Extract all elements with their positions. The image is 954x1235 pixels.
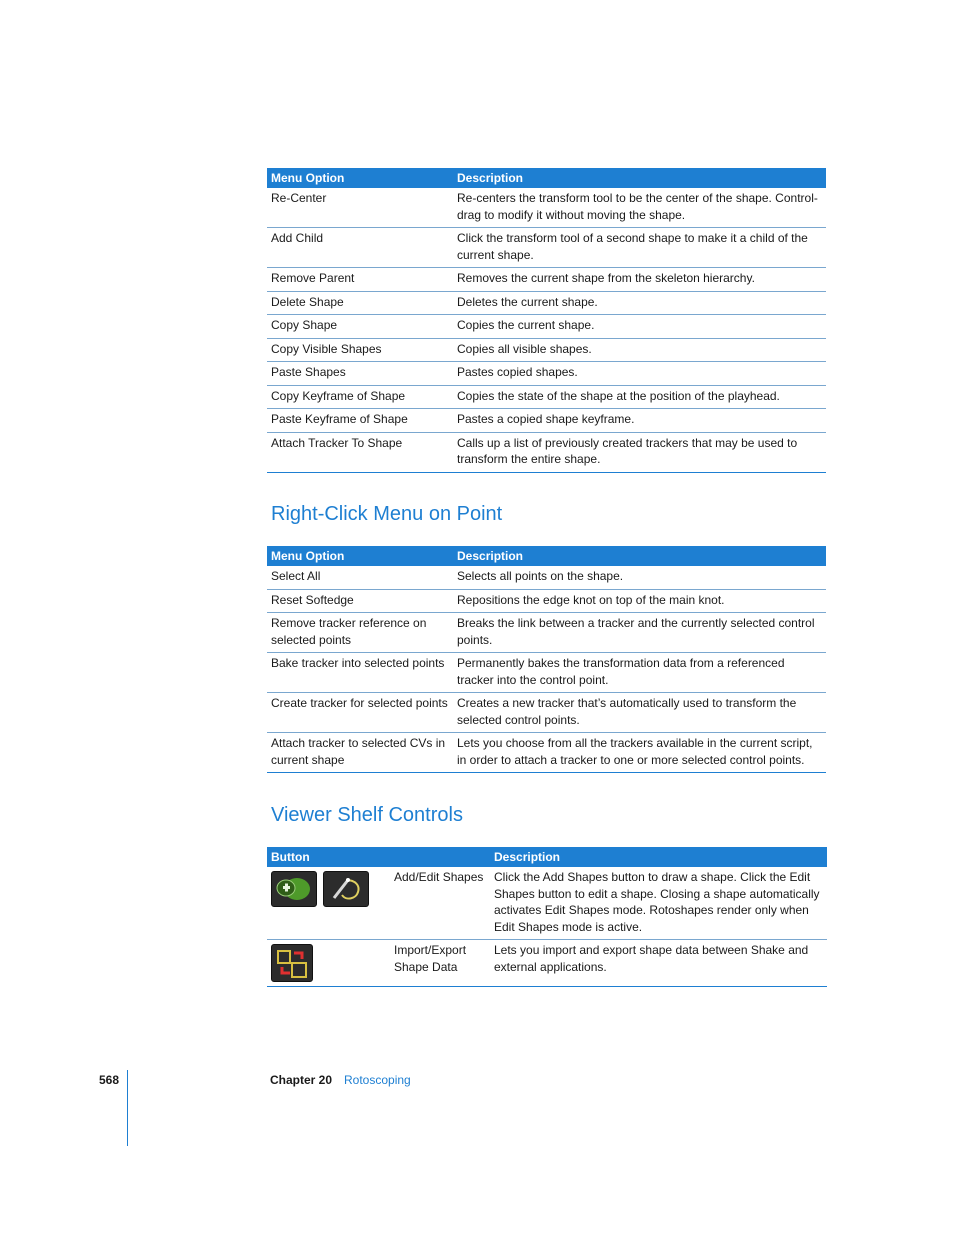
button-name-cell: Import/Export Shape Data	[390, 940, 490, 987]
footer-rule	[127, 1070, 128, 1146]
table-row	[267, 589, 826, 613]
table-row	[267, 362, 826, 386]
column-header: Menu Option	[267, 546, 453, 566]
button-name-cell: Add/Edit Shapes	[390, 867, 490, 940]
table-row	[267, 268, 826, 292]
option-cell: Copy Keyframe of Shape	[267, 385, 453, 409]
option-cell: Paste Keyframe of Shape	[267, 409, 453, 433]
table-row	[267, 432, 826, 472]
description-cell: Copies all visible shapes.	[453, 338, 826, 362]
option-cell: Copy Visible Shapes	[267, 338, 453, 362]
option-cell: Remove tracker reference on selected points	[267, 613, 453, 653]
description-cell: Pastes a copied shape keyframe.	[453, 409, 826, 433]
table-row	[267, 653, 826, 693]
option-cell: Paste Shapes	[267, 362, 453, 386]
description-cell: Lets you choose from all the trackers available in the current script, in order to attach a tracker to one or more selected control points.	[453, 733, 826, 773]
table-row	[267, 409, 826, 433]
chapter-name: Rotoscoping	[344, 1073, 411, 1087]
description-cell: Deletes the current shape.	[453, 291, 826, 315]
description-cell: Breaks the link between a tracker and the currently selected control points.	[453, 613, 826, 653]
description-cell: Pastes copied shapes.	[453, 362, 826, 386]
description-cell: Removes the current shape from the skeleton hierarchy.	[453, 268, 826, 292]
description-cell: Lets you import and export shape data between Shake and external applications.	[490, 940, 827, 987]
option-cell: Select All	[267, 566, 453, 589]
description-cell: Copies the state of the shape at the position of the playhead.	[453, 385, 826, 409]
section-heading-viewer-shelf: Viewer Shelf Controls	[271, 804, 463, 826]
page-number: 568	[99, 1073, 120, 1087]
option-cell: Reset Softedge	[267, 589, 453, 613]
table-row	[267, 940, 827, 987]
option-cell: Bake tracker into selected points	[267, 653, 453, 693]
description-cell: Repositions the edge knot on top of the main knot.	[453, 589, 826, 613]
table-header-row	[267, 847, 827, 867]
table-row	[267, 385, 826, 409]
viewer-shelf-table	[267, 847, 827, 987]
description-cell: Copies the current shape.	[453, 315, 826, 339]
column-header: Menu Option	[267, 168, 453, 188]
table-header-row	[267, 546, 826, 566]
option-cell: Copy Shape	[267, 315, 453, 339]
section-heading-right-click-menu: Right-Click Menu on Point	[271, 503, 503, 525]
description-cell: Re-centers the transform tool to be the center of the shape. Control-drag to modify it without moving the shape.	[453, 188, 826, 228]
description-cell: Click the transform tool of a second shape to make it a child of the current shape.	[453, 228, 826, 268]
option-cell: Remove Parent	[267, 268, 453, 292]
table-row	[267, 867, 827, 940]
table-header-row	[267, 168, 826, 188]
description-cell: Creates a new tracker that’s automatically used to transform the selected control points.	[453, 693, 826, 733]
table-row	[267, 291, 826, 315]
icon-cell	[267, 867, 390, 940]
add-shape-icon	[271, 871, 317, 907]
option-cell: Attach Tracker To Shape	[267, 432, 453, 472]
option-cell: Create tracker for selected points	[267, 693, 453, 733]
description-cell: Permanently bakes the transformation data from a referenced tracker into the control point.	[453, 653, 826, 693]
description-cell: Calls up a list of previously created trackers that may be used to transform the entire shape.	[453, 432, 826, 472]
option-cell: Add Child	[267, 228, 453, 268]
description-cell: Selects all points on the shape.	[453, 566, 826, 589]
edit-shape-icon	[323, 871, 369, 907]
table-row	[267, 566, 826, 589]
table-row	[267, 693, 826, 733]
column-header: Button	[267, 847, 490, 867]
description-cell: Click the Add Shapes button to draw a shape. Click the Edit Shapes button to edit a shape. Closing a shape automatically activates Edit Shapes mode. Rotoshapes render only when Edit Shapes mode is active.	[490, 867, 827, 940]
column-header: Description	[453, 546, 826, 566]
table-row	[267, 733, 826, 773]
column-header: Description	[453, 168, 826, 188]
point-menu-table	[267, 546, 826, 773]
import-export-icon	[271, 944, 313, 982]
icon-cell	[267, 940, 390, 987]
table-row	[267, 338, 826, 362]
option-cell: Attach tracker to selected CVs in current shape	[267, 733, 453, 773]
table-row	[267, 188, 826, 228]
chapter-label: Chapter 20	[270, 1073, 333, 1087]
table-row	[267, 613, 826, 653]
menu-options-table	[267, 168, 826, 473]
table-row	[267, 228, 826, 268]
option-cell: Delete Shape	[267, 291, 453, 315]
table-row	[267, 315, 826, 339]
column-header: Description	[490, 847, 827, 867]
option-cell: Re-Center	[267, 188, 453, 228]
